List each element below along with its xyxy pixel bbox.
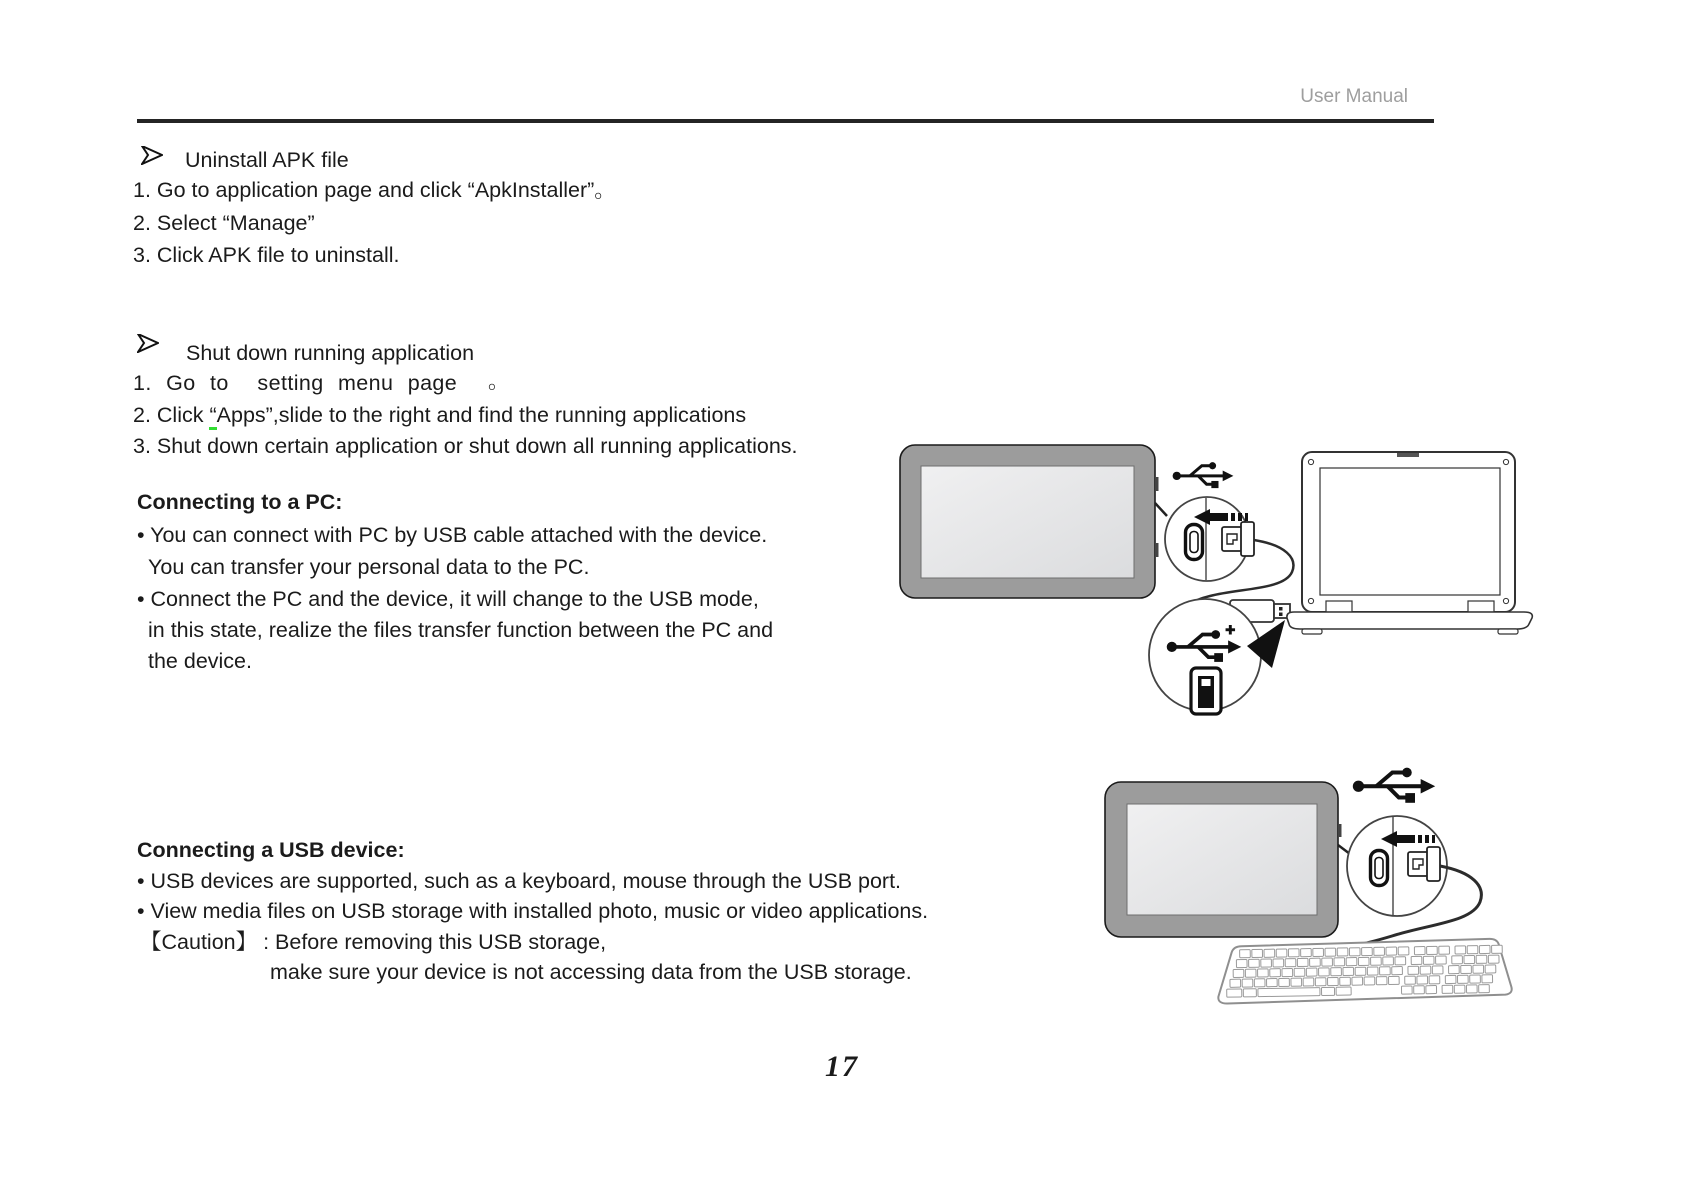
page-header-title: User Manual [1300,86,1408,107]
tablet-side-button [1155,477,1159,491]
illustration-pc-connection [890,440,1550,720]
list-item: 3. Shut down certain application or shut down all running applications. [133,434,798,458]
arrow-bullet-icon [141,146,163,165]
section-heading-pc: Connecting to a PC: [137,490,343,514]
section-title-uninstall: Uninstall APK file [185,148,349,172]
body-line: You can transfer your personal data to the PC. [148,555,590,579]
section-title-shutdown: Shut down running application [186,341,475,365]
micro-usb-detail-circle [1338,816,1447,916]
keyboard-illustration [1217,939,1511,1004]
micro-usb-port-icon [1371,851,1388,886]
body-line: in this state, realize the files transfer function between the PC and [148,618,774,642]
page-number: 17 [825,1050,859,1083]
tablet-side-button [1155,543,1159,557]
laptop-illustration [1287,452,1532,634]
list-item: 1. Go to application page and click “ApkInstaller”。 [133,178,616,202]
body-line: 【Caution】 : Before removing this USB storage, [140,930,607,954]
list-item: 1. Go to setting menu page [133,371,458,395]
usb-connector-icon [1408,847,1440,881]
usb-a-port-icon [1191,668,1221,714]
usb-connector-icon [1222,522,1254,556]
list-item-trailing-mark: 。 [488,369,510,393]
list-item-text: 2. Click [133,403,210,427]
spellcheck-underline: “ [209,403,216,430]
micro-usb-port-icon [1186,525,1203,560]
body-line: • View media files on USB storage with installed photo, music or video applications. [137,899,929,923]
tablet-illustration [900,445,1159,598]
body-line: • You can connect with PC by USB cable attached with the device. [137,523,768,547]
list-item-text: Apps”,slide to the right and find the running applications [216,403,747,427]
tablet-side-button [1338,824,1342,837]
usb-trident-icon [1353,768,1435,803]
list-item: 3. Click APK file to uninstall. [133,243,400,267]
illustration-usb-device [1095,710,1525,1010]
arrow-bullet-icon [137,334,159,353]
tablet-illustration [1105,782,1342,937]
section-heading-usb: Connecting a USB device: [137,838,405,862]
body-line: • USB devices are supported, such as a keyboard, mouse through the USB port. [137,869,902,893]
body-line: • Connect the PC and the device, it will change to the USB mode, [137,587,759,611]
header-divider [137,119,1434,123]
usb-trident-icon [1173,462,1234,488]
body-line: the device. [148,649,252,673]
micro-usb-detail-circle [1155,497,1254,581]
list-item [133,402,746,428]
list-item: 2. Select “Manage” [133,211,315,235]
body-line: make sure your device is not accessing data from the USB storage. [270,960,912,984]
